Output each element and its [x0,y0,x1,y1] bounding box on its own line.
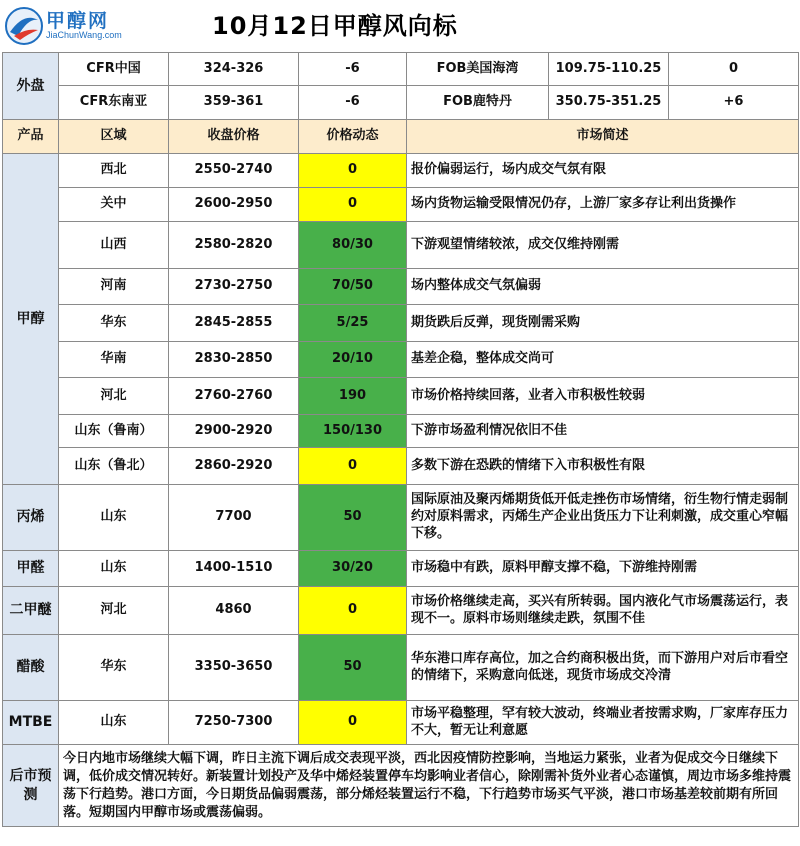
region-cell: 华东 [59,305,169,342]
price-cell: 2900-2920 [169,415,299,448]
desc-cell: 场内货物运输受限情况仍存，上游厂家多存让利出货操作 [407,188,799,222]
outer-name: CFR东南亚 [59,86,169,120]
col-desc: 市场简述 [407,120,799,154]
change-cell: 5/25 [299,305,407,342]
desc-cell: 场内整体成交气氛偏弱 [407,269,799,305]
category-label: 外盘 [3,53,59,120]
change-cell: 0 [299,587,407,635]
region-cell: 山东（鲁北） [59,448,169,485]
logo-english: JiaChunWang.com [46,30,122,40]
region-cell: 河北 [59,587,169,635]
desc-cell: 市场价格持续回落，业者入市积极性较弱 [407,378,799,415]
outer-change: -6 [299,53,407,86]
category-label: 甲醇 [3,154,59,485]
forecast-text: 今日内地市场继续大幅下调，昨日主流下调后成交表现平淡，西北因疫情防控影响，当地运力紧张，业者为促成交今日继续下调，低价成交情况转好。新装置计划投产及华中烯烃装置停车均影响业者信心，除刚需补货外业者心态谨慎，周边市场多维持震荡下行趋势。港口方面，今日期货品偏弱震荡，部分烯烃装置运行不稳，下行趋势市场买气平淡，港口市场基差较前期有所回落。短期国内甲醇市场或震荡偏弱。 [59,745,799,827]
region-cell: 河南 [59,269,169,305]
region-cell: 河北 [59,378,169,415]
table-row [3,587,799,635]
price-cell: 2730-2750 [169,269,299,305]
price-cell: 1400-1510 [169,551,299,587]
table-row [3,485,799,551]
outer-price: 109.75-110.25 [549,53,669,86]
table-row [3,378,799,415]
outer-price: 350.75-351.25 [549,86,669,120]
region-cell: 山东 [59,485,169,551]
region-cell: 山东（鲁南） [59,415,169,448]
table-row [3,269,799,305]
column-header-row [3,120,799,154]
change-cell: 190 [299,378,407,415]
desc-cell: 期货跌后反弹，现货刚需采购 [407,305,799,342]
table-row [3,701,799,745]
change-cell: 150/130 [299,415,407,448]
region-cell: 山西 [59,222,169,269]
table-row [3,305,799,342]
col-change: 价格动态 [299,120,407,154]
table-row [3,415,799,448]
table-row [3,551,799,587]
col-region: 区域 [59,120,169,154]
col-product: 产品 [3,120,59,154]
desc-cell: 市场价格继续走高，买兴有所转弱。国内液化气市场震荡运行，表现不一。原料市场则继续走跌，氛围不佳 [407,587,799,635]
price-cell: 2550-2740 [169,154,299,188]
table-row [3,222,799,269]
price-cell: 4860 [169,587,299,635]
desc-cell: 基差企稳，整体成交尚可 [407,342,799,378]
price-cell: 2580-2820 [169,222,299,269]
outer-name: CFR中国 [59,53,169,86]
price-cell: 2830-2850 [169,342,299,378]
desc-cell: 市场平稳整理，罕有较大波动，终端业者按需求购，厂家库存压力不大，暂无让利意愿 [407,701,799,745]
outer-change: -6 [299,86,407,120]
price-cell: 2600-2950 [169,188,299,222]
price-cell: 7700 [169,485,299,551]
region-cell: 华东 [59,635,169,701]
change-cell: 50 [299,485,407,551]
region-cell: 关中 [59,188,169,222]
table-row [3,448,799,485]
change-cell: 0 [299,448,407,485]
region-cell: 山东 [59,701,169,745]
outer-change: 0 [669,53,799,86]
table-row [3,342,799,378]
table-row [3,188,799,222]
change-cell: 0 [299,701,407,745]
desc-cell: 国际原油及聚丙烯期货低开低走挫伤市场情绪，衍生物行情走弱制约对原料需求，丙烯生产企业出货压力下让利刺激，成交重心窄幅下移。 [407,485,799,551]
outer-row [3,53,799,86]
region-cell: 西北 [59,154,169,188]
change-cell: 80/30 [299,222,407,269]
change-cell: 0 [299,188,407,222]
region-cell: 华南 [59,342,169,378]
logo-chinese: 甲醇网 [46,10,110,32]
desc-cell: 下游市场盈利情况依旧不佳 [407,415,799,448]
price-cell: 7250-7300 [169,701,299,745]
desc-cell: 市场稳中有跌，原料甲醇支撑不稳，下游维持刚需 [407,551,799,587]
category-label: 醋酸 [3,635,59,701]
change-cell: 20/10 [299,342,407,378]
desc-cell: 下游观望情绪较浓，成交仅维持刚需 [407,222,799,269]
price-cell: 2760-2760 [169,378,299,415]
desc-cell: 报价偏弱运行，场内成交气氛有限 [407,154,799,188]
price-cell: 2845-2855 [169,305,299,342]
change-cell: 30/20 [299,551,407,587]
change-cell: 70/50 [299,269,407,305]
col-price: 收盘价格 [169,120,299,154]
change-cell: 0 [299,154,407,188]
desc-cell: 华东港口库存高位，加之合约商积极出货，而下游用户对后市看空的情绪下，采购意向低迷，现货市场成交冷清 [407,635,799,701]
category-label: 二甲醚 [3,587,59,635]
forecast-label: 后市预测 [3,745,59,827]
outer-change: +6 [669,86,799,120]
price-cell: 2860-2920 [169,448,299,485]
outer-row [3,86,799,120]
outer-name: FOB鹿特丹 [407,86,549,120]
outer-price: 324-326 [169,53,299,86]
table-row [3,154,799,188]
globe-logo-icon [4,6,44,46]
change-cell: 50 [299,635,407,701]
price-cell: 3350-3650 [169,635,299,701]
site-logo[interactable] [4,4,154,48]
outer-price: 359-361 [169,86,299,120]
outer-name: FOB美国海湾 [407,53,549,86]
category-label: MTBE [3,701,59,745]
category-label: 甲醛 [3,551,59,587]
page-header [0,0,800,52]
desc-cell: 多数下游在恐跌的情绪下入市积极性有限 [407,448,799,485]
page-title: 10月12日甲醇风向标 [212,12,458,40]
category-label: 丙烯 [3,485,59,551]
price-table [2,52,799,827]
table-row [3,635,799,701]
forecast-row [3,745,799,827]
region-cell: 山东 [59,551,169,587]
